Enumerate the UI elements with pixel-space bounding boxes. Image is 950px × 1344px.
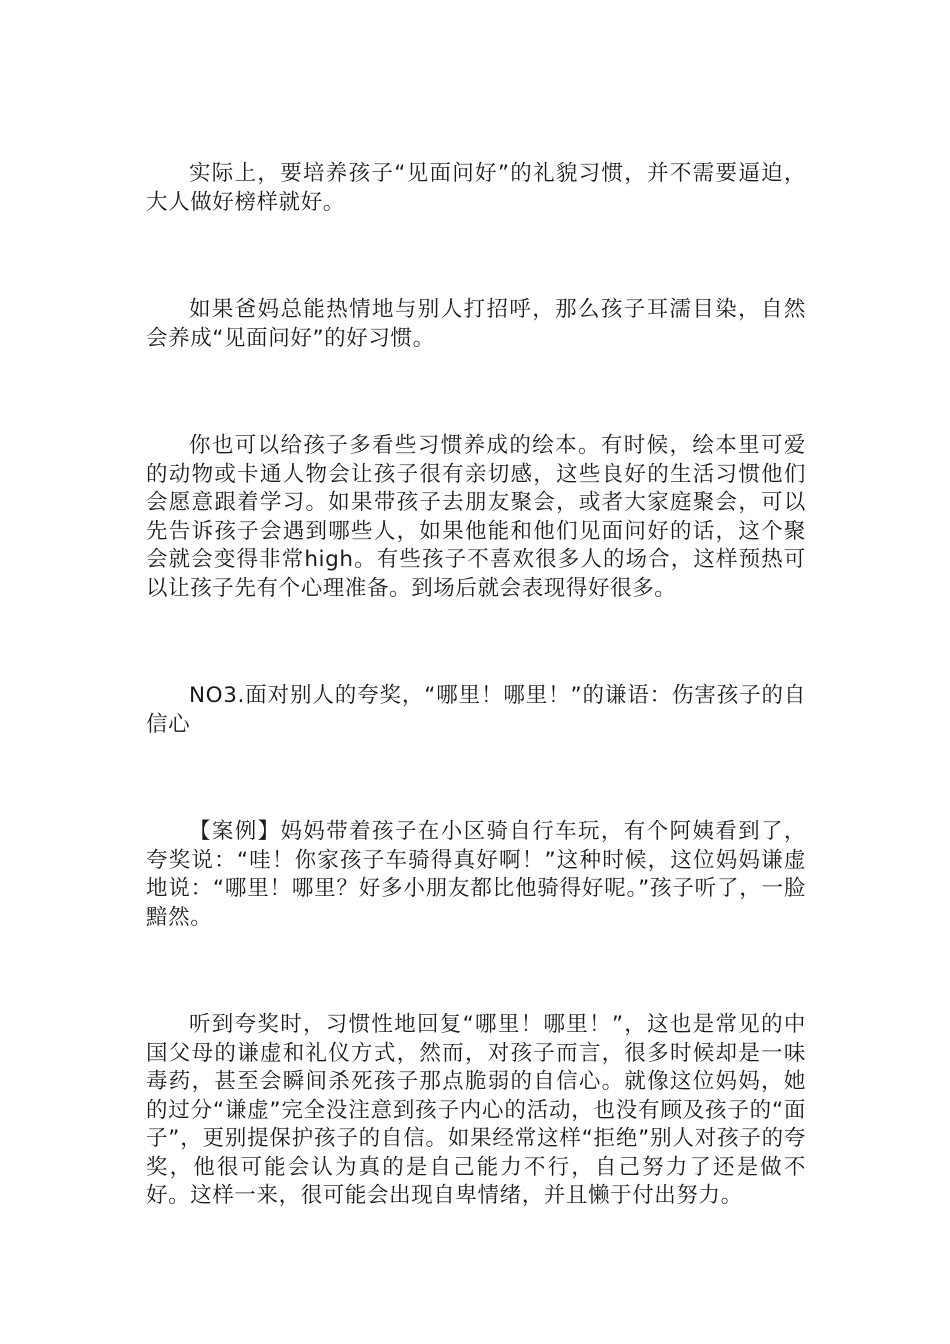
document-body xyxy=(146,160,806,1211)
paragraph-role-model: 实际上，要培养孩子“见面问好”的礼貌习惯，并不需要逼迫，大人做好榜样就好。 xyxy=(146,161,806,215)
paragraph-analysis: 听到夸奖时，习惯性地回复“哪里！哪里！”，这也是常见的中国父母的谦虚和礼仪方式，然而，对孩子而言，很多时候却是一味毒药，甚至会瞬间杀死孩子那点脆弱的自信心。就像这位妈妈，她的过分“谦虚”完全没注意到孩子内心的活动，也没有顾及孩子的“面子”，更别提保护孩子的自信。如果经常这样“拒绝”别人对孩子的夸奖，他很可能会认为真的是自己能力不行，自己努力了还是做不好。这样一来，很可能会出现自卑情绪，并且懒于付出努力。 xyxy=(146,1012,806,1208)
paragraph-parents-greeting: 如果爸妈总能热情地与别人打招呼，那么孩子耳濡目染，自然会养成“见面问好”的好习惯。 xyxy=(146,297,806,351)
paragraph-case-example: 【案例】妈妈带着孩子在小区骑自行车玩，有个阿姨看到了，夸奖说：“哇！你家孩子车骑得真好啊！”这种时候，这位妈妈谦虚地说：“哪里！哪里？好多小朋友都比他骑得好呢。”孩子听了，一脸黯然。 xyxy=(146,819,806,930)
paragraph-picture-books: 你也可以给孩子多看些习惯养成的绘本。有时候，绘本里可爱的动物或卡通人物会让孩子很有亲切感，这些良好的生活习惯他们会愿意跟着学习。如果带孩子去朋友聚会，或者大家庭聚会，可以先告诉孩子会遇到哪些人，如果他能和他们见面问好的话，这个聚会就会变得非常high。有些孩子不喜欢很多人的场合，这样预热可以让孩子先有个心理准备。到场后就会表现得好很多。 xyxy=(146,433,806,601)
section-heading-no3: NO3.面对别人的夸奖，“哪里！哪里！”的谦语：伤害孩子的自信心 xyxy=(146,683,806,737)
